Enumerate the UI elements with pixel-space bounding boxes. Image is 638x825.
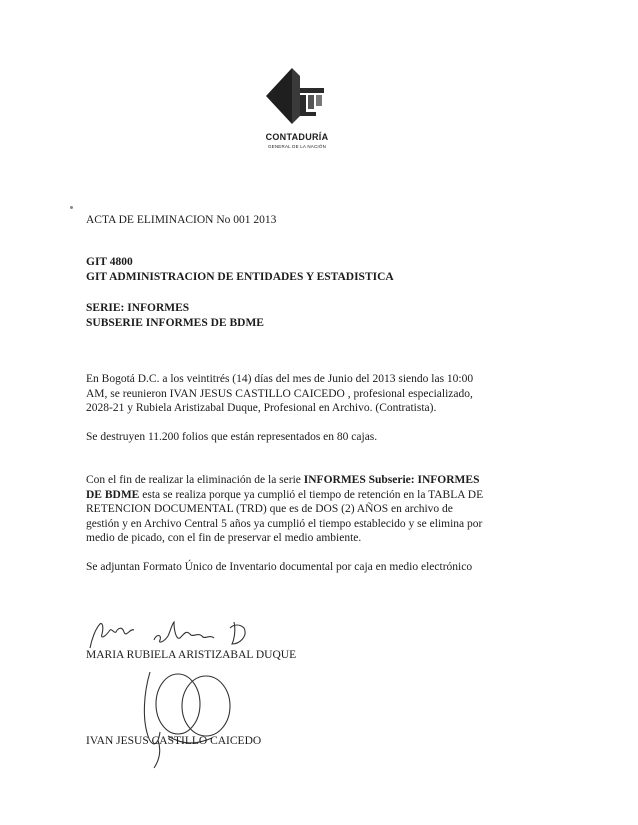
- text-run: Con el fin de realizar la eliminación de la serie: [86, 474, 304, 486]
- paragraph-line: [86, 473, 526, 488]
- serie-label: SERIE: INFORMES: [86, 302, 190, 314]
- paragraph-line: AM, se reunieron IVAN JESUS CASTILLO CAICEDO , profesional especializado,: [86, 387, 473, 400]
- text-run-bold: DE BDME: [86, 488, 140, 501]
- paragraph-line: 2028-21 y Rubiela Aristizabal Duque, Profesional en Archivo. (Contratista).: [86, 402, 437, 414]
- paragraph-meeting: [86, 372, 526, 416]
- signature-name-1: MARIA RUBIELA ARISTIZABAL DUQUE: [86, 649, 297, 661]
- signature-1-icon: [84, 614, 284, 654]
- logo-subtitle: GENERAL DE LA NACIÓN: [267, 144, 327, 149]
- signature-2-icon: [128, 666, 238, 770]
- signature-name-2: IVAN JESUS CASTILLO CAICEDO: [86, 735, 262, 747]
- logo-name: CONTADURÍA: [265, 132, 329, 142]
- subserie-label: SUBSERIE INFORMES DE BDME: [86, 317, 264, 329]
- paragraph-line: medio de picado, con el fin de preservar el medio ambiente.: [86, 532, 362, 544]
- paragraph-line: En Bogotá D.C. a los veintitrés (14) días del mes de Junio del 2013 siendo las 10:00: [86, 373, 474, 385]
- contaduria-logo: [252, 66, 342, 156]
- paragraph-line: gestión y en Archivo Central 5 años ya cumplió el tiempo establecido y se elimina por: [86, 517, 483, 530]
- git-code: GIT 4800: [86, 256, 133, 268]
- paragraph-line: RETENCION DOCUMENTAL (TRD) que es de DOS (2) AÑOS en archivo de: [86, 503, 453, 515]
- paragraph-destruction: Se destruyen 11.200 folios que están representados en 80 cajas.: [86, 431, 378, 443]
- acta-title: ACTA DE ELIMINACION No 001 2013: [86, 214, 277, 226]
- paragraph-line: [86, 488, 526, 503]
- text-run-bold: INFORMES Subserie: INFORMES: [303, 474, 480, 486]
- scan-dot: [70, 206, 73, 209]
- git-name: GIT ADMINISTRACION DE ENTIDADES Y ESTADISTICA: [86, 271, 394, 283]
- paragraph-reason: [86, 473, 526, 546]
- text-run: esta se realiza porque ya cumplió el tiempo de retención en la TABLA DE: [139, 488, 484, 501]
- paragraph-attachment: Se adjuntan Formato Único de Inventario documental por caja en medio electrónico: [86, 561, 473, 573]
- contaduria-emblem-icon: [262, 66, 332, 130]
